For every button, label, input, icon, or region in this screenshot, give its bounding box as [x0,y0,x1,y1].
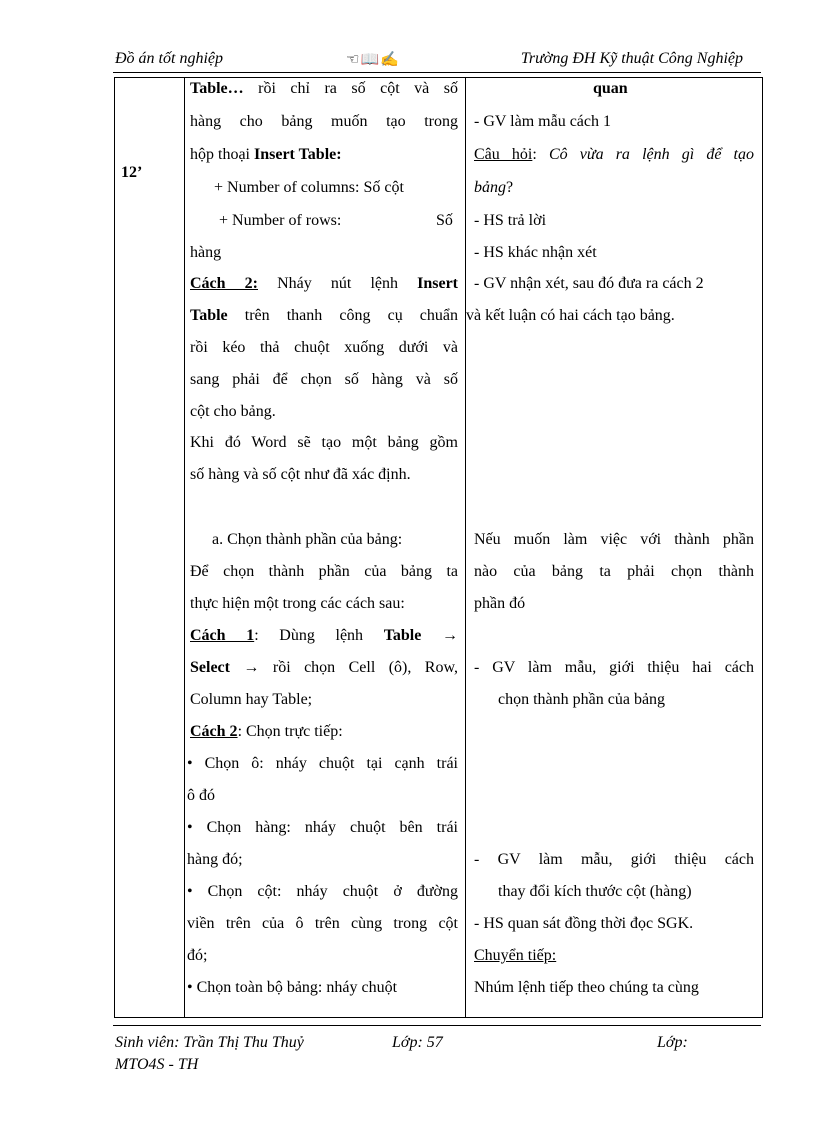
content-line: Cách 1: Dùng lệnh Table → [190,627,459,644]
content-line: Cách 2: Chọn trực tiếp: [190,723,343,740]
content-line: • Chọn ô: nháy chuột tại cạnh trái [187,755,458,772]
table-row [115,78,763,1018]
activity-line: - HS khác nhận xét [474,244,597,261]
content-line: hàng [190,244,222,261]
content-line: • Chọn toàn bộ bảng: nháy chuột [187,979,398,996]
activity-line: - GV nhận xét, sau đó đưa ra cách 2 [474,275,704,292]
content-line: • Chọn hàng: nháy chuột bên trái [187,819,458,836]
footer-student: Sinh viên: Trần Thị Thu Thuỷ [115,1034,304,1051]
content-cell [185,78,466,1018]
content-line: ô đó [187,787,215,804]
time-cell [115,78,185,1018]
content-line: • Chọn cột: nháy chuột ở đường [187,883,458,900]
activity-line: chọn thành phần của bảng [498,691,666,708]
header-right-text: Trường ĐH Kỹ thuật Công Nghiệp [520,50,743,67]
content-line: Số [436,212,453,229]
content-line: Table… rồi chỉ ra số cột và số [190,80,458,97]
activity-line: - HS trả lời [474,212,547,229]
activity-line: Câu hỏi: Cô vừa ra lệnh gì để tạo [474,146,754,163]
header-ornament-icon: ☜📖✍ [346,52,400,68]
content-line: Table trên thanh công cụ chuẩn [190,307,458,324]
activity-line: - GV làm mẫu, giới thiệu cách [474,851,754,868]
content-line: + Number of rows: [219,212,342,229]
content-line: cột cho bảng. [190,403,276,420]
activity-line: thay đổi kích thước cột (hàng) [498,883,692,900]
activity-line: - GV làm mẫu cách 1 [474,113,611,130]
activity-line: Chuyển tiếp: [474,947,557,964]
page-footer [113,1025,761,1073]
activity-cell [466,78,763,1018]
activity-line: quan [593,80,628,97]
activity-line: bảng? [474,179,514,196]
content-line: viền trên của ô trên cùng trong cột [187,915,458,932]
activity-line: - HS quan sát đồng thời đọc SGK. [474,915,694,932]
activity-line: phần đó [474,595,526,612]
content-line: a. Chọn thành phần của bảng: [212,531,403,548]
content-line: Column hay Table; [190,691,313,708]
footer-class-label: Lớp: 57 [392,1034,443,1051]
time-label: 12’ [121,164,143,181]
content-line: Khi đó Word sẽ tạo một bảng gồm [190,434,458,451]
footer-class-label-2: Lớp: [657,1034,688,1051]
lesson-table [114,77,763,1018]
content-line: Select → rồi chọn Cell (ô), Row, [190,659,458,676]
content-line: thực hiện một trong các cách sau: [190,595,405,612]
activity-line: - GV làm mẫu, giới thiệu hai cách [474,659,754,676]
content-line: số hàng và số cột như đã xác định. [190,466,411,483]
content-line: đó; [187,947,208,964]
content-line: hộp thoại Insert Table: [190,146,342,163]
page-header [113,48,761,73]
activity-line: nào của bảng ta phải chọn thành [474,563,754,580]
content-line: Cách 2: Nháy nút lệnh Insert [190,275,458,292]
content-line: Để chọn thành phần của bảng ta [190,563,458,580]
activity-line: Nhúm lệnh tiếp theo chúng ta cùng [474,979,699,996]
content-line: + Number of columns: Số cột [214,179,404,196]
content-line: hàng đó; [187,851,243,868]
content-line: sang phải để chọn số hàng và số [190,371,458,388]
activity-line: Nếu muốn làm việc với thành phần [474,531,754,548]
footer-class-code: MTO4S - TH [115,1056,199,1073]
header-left-text: Đồ án tốt nghiệp [115,50,223,67]
content-line: hàng cho bảng muốn tạo trong [190,113,458,130]
content-line: rồi kéo thả chuột xuống dưới và [190,339,458,356]
activity-line: và kết luận có hai cách tạo bảng. [466,307,675,324]
